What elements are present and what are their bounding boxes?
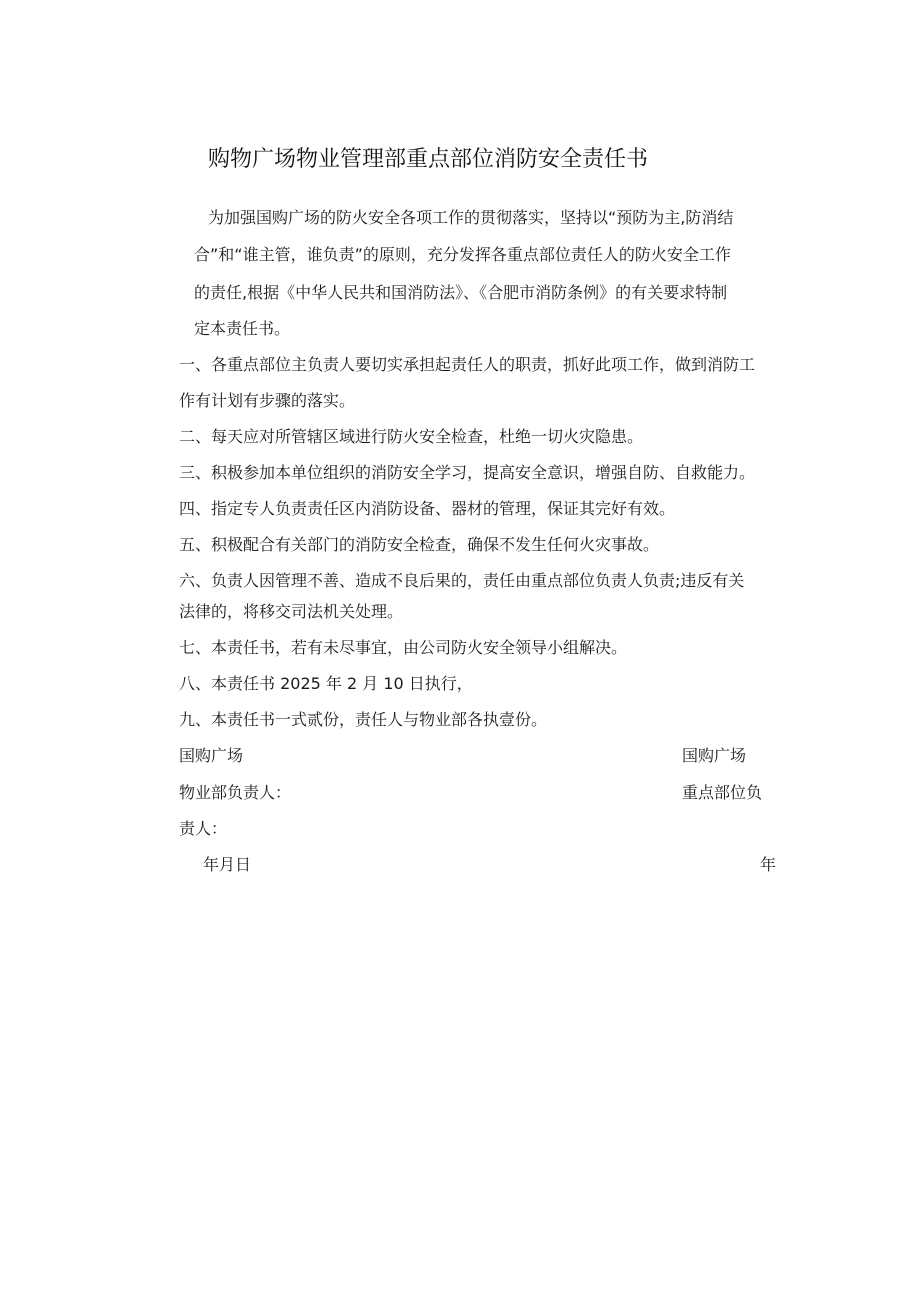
signature-left-date: 年月日 bbox=[203, 855, 252, 874]
item-9: 九、本责任书一式贰份，责任人与物业部各执壹份。 bbox=[179, 710, 548, 729]
intro-line-4: 定本责任书。 bbox=[194, 319, 291, 338]
signature-right-date: 年 bbox=[760, 855, 777, 874]
item-6-line-1: 六、负责人因管理不善、造成不良后果的，责任由重点部位负责人负责;违反有关 bbox=[179, 571, 745, 590]
signature-left-org: 国购广场 bbox=[179, 746, 244, 765]
document-title: 购物广场物业管理部重点部位消防安全责任书 bbox=[208, 147, 649, 172]
signature-left-role-cont: 责人： bbox=[179, 819, 228, 838]
item-4: 四、指定专人负责责任区内消防设备、器材的管理，保证其完好有效。 bbox=[179, 499, 676, 518]
intro-line-3: 的责任,根据《中华人民共和国消防法》、《合肥市消防条例》的有关要求特制 bbox=[194, 283, 728, 302]
item-7: 七、本责任书，若有未尽事宜，由公司防火安全领导小组解决。 bbox=[179, 638, 628, 657]
signature-left-role: 物业部负责人： bbox=[179, 783, 292, 802]
item-3: 三、积极参加本单位组织的消防安全学习，提高安全意识，增强自防、自救能力。 bbox=[179, 463, 756, 482]
signature-right-role: 重点部位负 bbox=[682, 783, 763, 802]
item-6-line-2: 法律的，将移交司法机关处理。 bbox=[179, 602, 404, 621]
item-1-line-1: 一、各重点部位主负责人要切实承担起责任人的职责，抓好此项工作，做到消防工 bbox=[179, 355, 756, 374]
item-8: 八、本责任书 2025 年 2 月 10 日执行， bbox=[179, 674, 473, 693]
intro-line-1: 为加强国购广场的防火安全各项工作的贯彻落实，坚持以“预防为主,防消结 bbox=[208, 208, 734, 227]
item-2: 二、每天应对所管辖区域进行防火安全检查，杜绝一切火灾隐患。 bbox=[179, 427, 644, 446]
intro-line-2: 合”和“谁主管，谁负责”的原则，充分发挥各重点部位责任人的防火安全工作 bbox=[194, 245, 731, 264]
item-5: 五、积极配合有关部门的消防安全检查，确保不发生任何火灾事故。 bbox=[179, 535, 660, 554]
item-1-line-2: 作有计划有步骤的落实。 bbox=[179, 391, 356, 410]
signature-right-org: 国购广场 bbox=[682, 746, 747, 765]
